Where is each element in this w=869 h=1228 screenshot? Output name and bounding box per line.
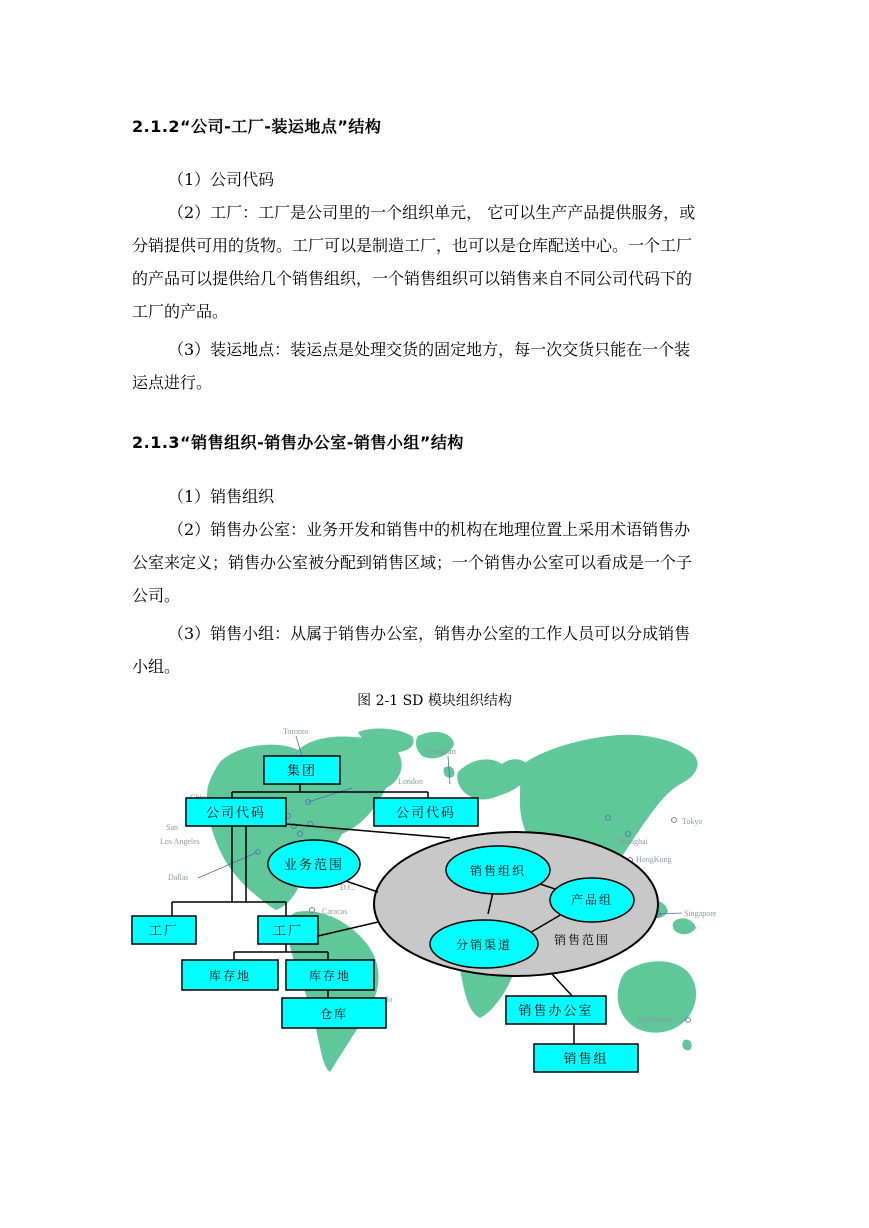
paragraph-line: 公室来定义；销售办公室被分配到销售区域；一个销售办公室可以看成是一个子 [132, 553, 693, 572]
figure-caption: 图 2-1 SD 模块组织结构 [357, 693, 512, 709]
city-label: Tokyo [682, 817, 703, 826]
sd-org-structure-diagram [128, 722, 728, 1082]
section-heading-sales-structure: 2.1.3“销售组织-销售办公室-销售小组”结构 [132, 433, 464, 452]
city-label: HongKong [636, 855, 672, 864]
paragraph-line: 分销提供可用的货物。工厂可以是制造工厂，也可以是仓库配送中心。一个工厂 [132, 236, 693, 255]
city-label: San [166, 823, 178, 832]
city-label: Los Angeles [160, 837, 200, 846]
paragraph-line: 小组。 [132, 657, 181, 676]
distribution-channel-label: 分销渠道 [455, 938, 513, 952]
paragraph-line: 运点进行。 [132, 373, 213, 392]
city-label: Melbourne [638, 1015, 674, 1024]
city-label: Frankfurt [426, 747, 457, 756]
city-label: Singapore [684, 909, 717, 918]
storage-location-label: 库存地 [208, 969, 252, 983]
sales-office-label: 销售办公室 [518, 1004, 594, 1019]
paragraph-line: （1）公司代码 [168, 170, 275, 189]
product-group-label: 产品组 [570, 893, 614, 907]
section-heading-plant-structure: 2.1.2“公司-工厂-装运地点”结构 [132, 117, 382, 136]
paragraph-line: （1）销售组织 [168, 487, 275, 506]
city-label: Boston [324, 825, 347, 834]
warehouse-label: 仓库 [319, 1007, 349, 1021]
city-label: Dallas [168, 873, 189, 882]
storage-location-label: 库存地 [308, 969, 352, 983]
city-label: Cleveland [346, 787, 379, 796]
company-code-label: 公司代码 [395, 806, 457, 821]
paragraph-line: （3）销售小组：从属于销售办公室，销售办公室的工作人员可以分成销售 [168, 624, 691, 643]
paragraph-line: 公司。 [132, 586, 181, 605]
business-area-label: 业务范围 [283, 858, 345, 873]
plant-label: 工厂 [272, 924, 304, 939]
paragraph-line: （2）销售办公室：业务开发和销售中的机构在地理位置上采用术语销售办 [168, 520, 691, 539]
plant-label: 工厂 [148, 924, 180, 939]
city-label: Toronto [283, 727, 309, 736]
paragraph-line: 的产品可以提供给几个销售组织，一个销售组织可以销售来自不同公司代码下的 [132, 269, 693, 288]
paragraph-line: （3）装运地点：装运点是处理交货的固定地方，每一次交货只能在一个装 [168, 340, 691, 359]
city-label: Caracas [322, 907, 348, 916]
paragraph-line: （2）工厂：工厂是公司里的一个组织单元， 它可以生产产品提供服务，或 [168, 203, 696, 222]
city-label: Shanghai [618, 837, 648, 846]
company-code-label: 公司代码 [205, 806, 267, 821]
city-label: lo [386, 995, 393, 1004]
group-label: 集团 [286, 764, 318, 779]
sales-group-label: 销售组 [563, 1052, 609, 1067]
paragraph-line: 工厂的产品。 [132, 302, 229, 321]
city-label: London [398, 777, 423, 786]
sales-org-label: 销售组织 [469, 864, 527, 878]
city-label: D.C. [340, 883, 356, 892]
sales-area-label: 销售范围 [553, 933, 611, 947]
